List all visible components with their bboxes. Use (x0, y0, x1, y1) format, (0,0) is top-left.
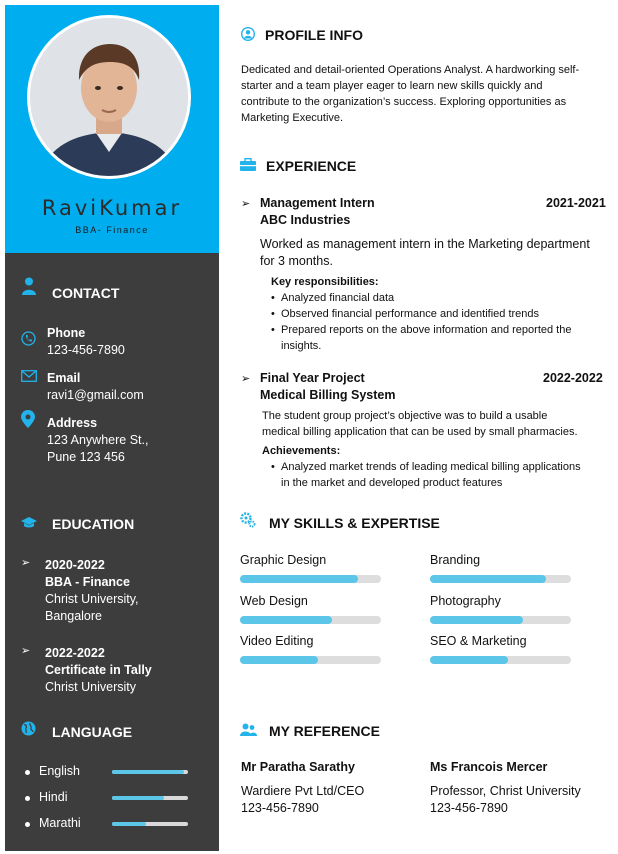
briefcase-icon (240, 158, 256, 176)
graduation-cap-icon (21, 516, 37, 534)
language-level-bar (112, 770, 188, 774)
skill-item (240, 594, 382, 624)
reference-organization: Professor, Christ University (430, 784, 581, 798)
skill-level-fill (240, 656, 318, 664)
skill-item (430, 594, 572, 624)
job-years: 2022-2022 (543, 371, 603, 385)
address-label: Address (47, 416, 98, 430)
skill-name: Web Design (240, 594, 308, 608)
skill-level-fill (240, 575, 358, 583)
skill-level-fill (240, 616, 332, 624)
list-item: insights. (281, 340, 322, 352)
list-item: • Observed financial performance and identified trends (271, 306, 611, 322)
job-years: 2021-2021 (546, 196, 606, 210)
list-item: • Analyzed market trends of leading medical billing applications (271, 459, 611, 475)
language-item (25, 764, 205, 780)
reference-name: Mr Paratha Sarathy (241, 760, 355, 774)
location-pin-icon (21, 410, 35, 433)
experience-item (260, 195, 375, 229)
language-name: Hindi (39, 790, 68, 804)
arrow-bullet-icon: ➢ (21, 645, 31, 657)
education-title: BBA - Finance (45, 575, 130, 589)
skill-name: Video Editing (240, 634, 314, 648)
language-level-fill (112, 770, 184, 774)
education-item (45, 645, 152, 696)
reference-item (241, 759, 431, 817)
skill-level-bar (240, 575, 381, 583)
sidebar (5, 5, 219, 851)
education-years: 2022-2022 (45, 646, 105, 660)
bullet-dot (25, 822, 30, 827)
avatar (30, 18, 188, 176)
job-organization: Medical Billing System (260, 388, 396, 402)
skill-level-bar (240, 616, 381, 624)
language-heading: LANGUAGE (52, 724, 133, 740)
skill-level-bar (430, 616, 571, 624)
language-item (25, 790, 205, 806)
people-icon (240, 723, 257, 742)
education-school-city: Bangalore (45, 609, 102, 623)
job-description (260, 236, 590, 270)
reference-heading: MY REFERENCE (269, 723, 380, 739)
experience-heading: EXPERIENCE (266, 158, 357, 174)
achievements-heading: Achievements: (262, 445, 341, 457)
list-item: • Analyzed financial data (271, 290, 611, 306)
language-item (25, 816, 205, 832)
language-level-bar (112, 796, 188, 800)
responsibilities-list (271, 290, 611, 354)
bullet-dot (25, 796, 30, 801)
education-heading: EDUCATION (52, 516, 135, 532)
responsibilities-heading: Key responsibilities: (271, 276, 379, 288)
email-label: Email (47, 371, 81, 385)
summary-line: Dedicated and detail-oriented Operations Analyst. A hardworking self- (241, 64, 580, 76)
profile-info-heading: PROFILE INFO (265, 27, 363, 43)
skill-level-bar (430, 656, 571, 664)
full-name: RaviKumar (41, 196, 183, 220)
language-name: English (39, 764, 80, 778)
phone-icon (21, 331, 36, 351)
person-icon (21, 277, 37, 300)
description-line: for 3 months. (260, 254, 333, 268)
description-line: The student group project’s objective was to build a usable (262, 410, 548, 422)
reference-organization: Wardiere Pvt Ltd/CEO (241, 784, 365, 798)
contact-heading: CONTACT (52, 285, 120, 301)
degree-subtitle: BBA- Finance (75, 225, 149, 235)
skill-name: Graphic Design (240, 553, 327, 567)
description-line: medical billing application that can be used by small pharmacies. (262, 426, 578, 438)
job-description (262, 408, 578, 440)
profile-header (5, 5, 219, 253)
address-line1: 123 Anywhere St., (47, 433, 149, 447)
profile-summary (241, 62, 613, 126)
globe-icon (21, 721, 36, 741)
job-organization: ABC Industries (260, 213, 351, 227)
education-school: Christ University (45, 680, 136, 694)
skill-level-fill (430, 616, 523, 624)
education-title: Certificate in Tally (45, 663, 152, 677)
skill-name: Branding (430, 553, 481, 567)
skill-level-bar (430, 575, 571, 583)
list-item: in the market and developed product features (281, 477, 503, 489)
address-line2: Pune 123 456 (47, 450, 125, 464)
achievements-list (271, 459, 611, 491)
summary-line: contribute to the organization’s success. Exploring opportunities as (241, 96, 567, 108)
description-line: Worked as management intern in the Marketing department (260, 237, 590, 251)
summary-line: Marketing Executive. (241, 112, 344, 124)
gears-icon (240, 512, 256, 533)
skill-item (240, 634, 382, 664)
education-years: 2020-2022 (45, 558, 105, 572)
skills-heading: MY SKILLS & EXPERTISE (269, 515, 440, 531)
skill-level-fill (430, 575, 546, 583)
list-item: • Prepared reports on the above information and reported the (271, 322, 611, 338)
email-value[interactable]: ravi1@gmail.com (47, 388, 144, 402)
language-name: Marathi (39, 816, 81, 830)
skill-item (430, 634, 572, 664)
reference-name: Ms Francois Mercer (430, 760, 548, 774)
reference-phone: 123-456-7890 (430, 801, 508, 815)
language-level-fill (112, 822, 146, 826)
experience-item (260, 370, 395, 404)
reference-phone: 123-456-7890 (241, 801, 319, 815)
education-school: Christ University, (45, 592, 139, 606)
skill-name: Photography (430, 594, 501, 608)
summary-line: starter and a team player eager to learn new skills quickly and (241, 80, 543, 92)
avatar-frame (27, 15, 191, 179)
skill-item (240, 553, 382, 583)
mail-icon (21, 369, 37, 387)
bullet-dot (25, 770, 30, 775)
language-level-bar (112, 822, 188, 826)
skill-level-bar (240, 656, 381, 664)
phone-label: Phone (47, 326, 86, 340)
skill-name: SEO & Marketing (430, 634, 527, 648)
skill-level-fill (430, 656, 508, 664)
arrow-bullet-icon: ➢ (241, 198, 251, 210)
profile-icon (241, 27, 255, 46)
language-level-fill (112, 796, 164, 800)
reference-item (430, 759, 618, 817)
skill-item (430, 553, 572, 583)
phone-value: 123-456-7890 (47, 343, 125, 357)
arrow-bullet-icon: ➢ (241, 373, 251, 385)
arrow-bullet-icon: ➢ (21, 557, 31, 569)
job-title: Management Intern (260, 196, 375, 210)
job-title: Final Year Project (260, 371, 365, 385)
education-item (45, 557, 139, 625)
